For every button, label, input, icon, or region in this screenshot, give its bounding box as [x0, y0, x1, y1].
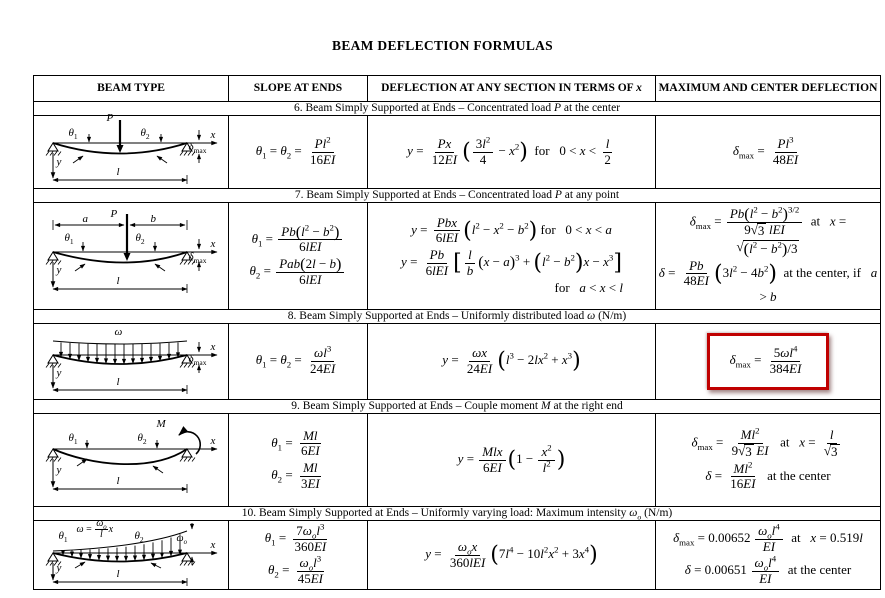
section-row-9 [34, 400, 881, 414]
x-axis-label: x [210, 340, 216, 353]
formula-deflection-8: y = $\frac{\omega x}{24EI}$ $(l^3 - 2lx^2 + x^3)$ [442, 345, 581, 376]
content-row-9 [34, 414, 881, 507]
section-row-10 [34, 507, 881, 521]
beam-type-cell-6 [34, 112, 229, 189]
section-row-7 [34, 189, 881, 203]
delta-max-label: $\delta_{max}$ [188, 251, 207, 266]
formula-slope-6: $\theta_1 = \theta_2$ = $\frac{Pl^2}{16EI}$ [255, 134, 336, 167]
section-row-8 [34, 310, 881, 324]
theta1-label: $\theta_1$ [68, 432, 78, 447]
max-cell-9 [656, 414, 881, 507]
deflection-cell-9 [368, 414, 656, 507]
y-axis-label: y [56, 156, 62, 168]
y-axis-label: y [56, 366, 62, 379]
omega0-label: $\omega_o$ [176, 533, 187, 547]
section-title-10: 10. Beam Simply Supported at Ends – Uniformly varying load: Maximum intensity $\omega_o$ (N/m) [34, 507, 881, 521]
header-slope: SLOPE AT ENDS [229, 76, 368, 102]
beam-sketch-9 [39, 418, 224, 499]
beam-type-cell-8 [34, 324, 229, 400]
delta-max-label: $\delta_{max}$ [188, 141, 207, 156]
x-axis-label: x [210, 435, 216, 447]
length-label: l [116, 166, 120, 178]
formula-deflection-9: y = Mlx 6EI (1 − $\frac{x^2}{l^2}$ ) [457, 442, 566, 475]
content-row-6 [34, 116, 881, 189]
page-title: BEAM DEFLECTION FORMULAS [332, 38, 553, 53]
formula-deflection-7b: y = Pb 6lEI [ $\frac{l}{b}$ $(x - a)^3 + (l^2 - b^2)x - x^3$] [401, 247, 622, 278]
p-label: P [110, 208, 118, 220]
formula-slope-10b: $\theta_2$ = $\omega_ol^3$ 45EI [268, 553, 323, 586]
beam-diagram-8 [39, 327, 224, 397]
slope-cell-6 [229, 116, 368, 189]
formula-slope-9a: $\theta_1$ = $\frac{Ml}{6EI}$ [271, 427, 320, 459]
formula-max-10b: δ = 0.00651 $\omega_ol^4$ EI at the center [684, 553, 852, 586]
header-max: MAXIMUM AND CENTER DEFLECTION [656, 76, 881, 102]
formula-slope-7a: $\theta_1$ = $Pb(l^2 - b^2)$ 6lEI [231, 225, 365, 255]
a-dim-label: a [82, 213, 88, 225]
formula-max-7b: δ = $\frac{Pb}{48EI}$ $(3l^2 - 4b^2)$ at the center, if a > b [658, 257, 878, 304]
slope-cell-9 [229, 414, 368, 507]
formula-deflection-7a: y = Pbx 6lEI $(l^2 - x^2 - b^2)$ for 0 < x < a [411, 214, 612, 246]
deflection-cell-6 [368, 116, 656, 189]
length-label: l [116, 475, 120, 487]
y-axis-label: y [56, 464, 62, 476]
theta1-label: $\theta_1$ [64, 232, 74, 247]
beam-diagram-6 [39, 112, 224, 187]
content-row-8 [34, 324, 881, 400]
formula-max-7a: $\delta_{max}$ = $Pb(l^2 - b^2)^{3/2}$ 9 √ 3 lEI at x = √ $(l^2 - b^2)/3$ [689, 205, 847, 258]
formula-slope-8: $\theta_1 = \theta_2$ = $\frac{\omega l^3}{24EI}$ [255, 344, 336, 376]
theta2-label: $\theta_2$ [137, 432, 147, 447]
theta2-label: $\theta_2$ [135, 232, 145, 247]
max-cell-10 [656, 521, 881, 590]
length-label: l [116, 568, 120, 581]
formula-max-8: $\delta_{max}$ = $\frac{5\omega l^4}{384EI}$ [729, 344, 802, 376]
formula-deflection-10: y = $\omega_ox$ 360lEI $(7l^4 - 10l^2x^2 + 3x^4)$ [425, 539, 598, 570]
length-label: l [116, 275, 120, 287]
delta-max-label: $\delta_{max}$ [188, 352, 207, 367]
beam-type-cell-10 [34, 518, 229, 590]
section-title-9: 9. Beam Simply Supported at Ends – Couple moment M at the right end [34, 400, 881, 414]
omega-label: ω [114, 325, 123, 338]
load-equation-label: ω = $\frac{\omega_o}{l}$ x [76, 518, 114, 541]
section-title-8: 8. Beam Simply Supported at Ends – Uniformly distributed load ω (N/m) [34, 310, 881, 324]
moment-label: M [156, 418, 166, 430]
theta1-label: $\theta_1$ [58, 530, 68, 545]
formula-slope-10a: $\theta_1$ = $7\omega_ol^3$ 360EI [264, 521, 327, 554]
theta1-label: $\theta_1$ [68, 127, 78, 142]
slope-cell-10 [229, 521, 368, 590]
deflection-cell-10 [368, 521, 656, 590]
formulas-table [33, 75, 881, 590]
formula-max-6: $\delta_{max}$ = $\frac{Pl^3}{48EI}$ [732, 134, 799, 167]
deflection-cell-8 [368, 324, 656, 400]
highlight-box [707, 333, 830, 389]
section-row-6 [34, 102, 881, 116]
beam-diagram-9 [39, 418, 224, 499]
beam-type-cell-9 [34, 414, 229, 507]
x-axis-label: x [210, 129, 216, 141]
formula-max-10a: $\delta_{max} = 0.00652$ $\omega_ol^4$ EI at x = 0.519l [673, 521, 863, 554]
formula-deflection-7c: for a < x < l [554, 280, 623, 296]
slope-cell-7 [229, 203, 368, 310]
deflection-cell-7 [368, 203, 656, 310]
formula-slope-7b: $\theta_2$ = Pab(2l − b) 6lEI [231, 257, 365, 287]
header-beam-type: BEAM TYPE [34, 76, 229, 102]
formula-max-9a: $\delta_{max}$ = Ml$^2$ 9 √ 3 EI at x = l √ 3 [691, 426, 838, 459]
slope-cell-8 [229, 324, 368, 400]
beam-diagram-7 [39, 208, 224, 300]
beam-diagram-10 [39, 518, 224, 587]
x-axis-label: x [210, 539, 216, 552]
formula-max-9b: δ = $\frac{Ml^2}{16EI}$ at the center [705, 459, 831, 492]
header-row [34, 76, 881, 102]
x-axis-label: x [210, 238, 216, 250]
max-cell-6 [656, 116, 881, 189]
section-title-7: 7. Beam Simply Supported at Ends – Concentrated load P at any point [34, 189, 881, 203]
header-deflection: DEFLECTION AT ANY SECTION IN TERMS OF x [368, 76, 656, 102]
theta2-label: $\theta_2$ [134, 530, 144, 545]
max-cell-7 [656, 203, 881, 310]
max-cell-8 [656, 324, 881, 400]
formula-deflection-6: y = $\frac{Px}{12EI}$ ( $\frac{3l^2}{4}$ − $x^2$) for 0 < x < $\frac{l}{2}$ [407, 134, 611, 167]
content-row-10 [34, 521, 881, 590]
y-axis-label: y [56, 562, 62, 575]
length-label: l [116, 375, 120, 388]
section-title-6: 6. Beam Simply Supported at Ends – Concentrated load P at the center [34, 102, 881, 116]
p-label: P [106, 112, 114, 124]
y-axis-label: y [56, 264, 62, 276]
formula-slope-9b: $\theta_2$ = $\frac{Ml}{3EI}$ [271, 460, 320, 491]
beam-type-cell-7 [34, 203, 229, 310]
b-dim-label: b [150, 213, 156, 225]
theta2-label: $\theta_2$ [140, 127, 150, 142]
content-row-7 [34, 203, 881, 310]
